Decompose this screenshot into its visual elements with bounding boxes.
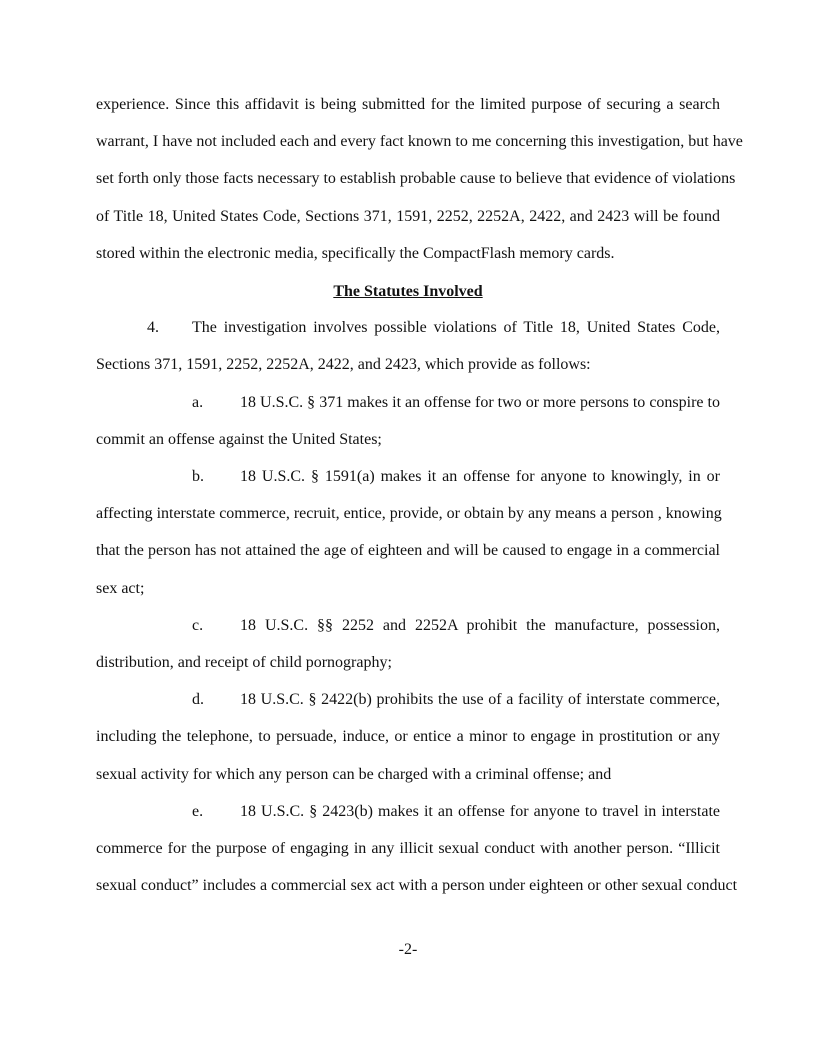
- subsection-label: c.: [192, 616, 204, 634]
- subsection-line: 18 U.S.C. § 1591(a) makes it an offense for anyone to knowingly, in or: [240, 468, 720, 485]
- subsection-line: that the person has not attained the age of eighteen and will be caused to engage in a commercial: [96, 542, 720, 560]
- section-heading: The Statutes Involved: [333, 283, 483, 300]
- subsection-line: distribution, and receipt of child pornography;: [96, 654, 392, 671]
- subsection-line: sexual conduct” includes a commercial sex act with a person under eighteen or other sexual conduct: [96, 877, 738, 895]
- intro-line: of Title 18, United States Code, Sections 371, 1591, 2252, 2252A, 2422, and 2423 will be found: [96, 207, 720, 225]
- subsection-line: sexual activity for which any person can be charged with a criminal offense; and: [96, 765, 612, 783]
- intro-line: experience. Since this affidavit is being submitted for the limited purpose of securing a search: [96, 96, 720, 113]
- subsection-line: 18 U.S.C. § 2423(b) makes it an offense for anyone to travel in interstate: [240, 802, 720, 820]
- subsection-line: affecting interstate commerce, recruit, entice, provide, or obtain by any means a person , knowing: [96, 505, 722, 523]
- paragraph-number: 4.: [147, 319, 159, 337]
- subsection-label: a.: [192, 393, 204, 411]
- subsection-label: e.: [192, 802, 204, 820]
- paragraph-line: The investigation involves possible violations of Title 18, United States Code,: [192, 319, 720, 337]
- intro-line: warrant, I have not included each and every fact known to me concerning this investigation, but have: [96, 133, 743, 151]
- subsection-label: d.: [192, 691, 204, 709]
- subsection-line: including the telephone, to persuade, induce, or entice a minor to engage in prostitution or any: [96, 728, 720, 746]
- subsection-line: 18 U.S.C. § 371 makes it an offense for two or more persons to conspire to: [240, 393, 720, 411]
- paragraph-line: Sections 371, 1591, 2252, 2252A, 2422, and 2423, which provide as follows:: [96, 356, 591, 374]
- subsection-label: b.: [192, 468, 204, 485]
- intro-line: stored within the electronic media, specifically the CompactFlash memory cards.: [96, 244, 615, 262]
- subsection-line: commit an offense against the United States;: [96, 430, 382, 448]
- intro-line: set forth only those facts necessary to establish probable cause to believe that evidence of violations: [96, 170, 736, 188]
- subsection-line: sex act;: [96, 579, 145, 597]
- page-number: -2-: [398, 941, 418, 958]
- subsection-line: commerce for the purpose of engaging in any illicit sexual conduct with another person. “Illicit: [96, 840, 720, 857]
- subsection-line: 18 U.S.C. §§ 2252 and 2252A prohibit the manufacture, possession,: [240, 616, 720, 634]
- subsection-line: 18 U.S.C. § 2422(b) prohibits the use of a facility of interstate commerce,: [240, 691, 720, 709]
